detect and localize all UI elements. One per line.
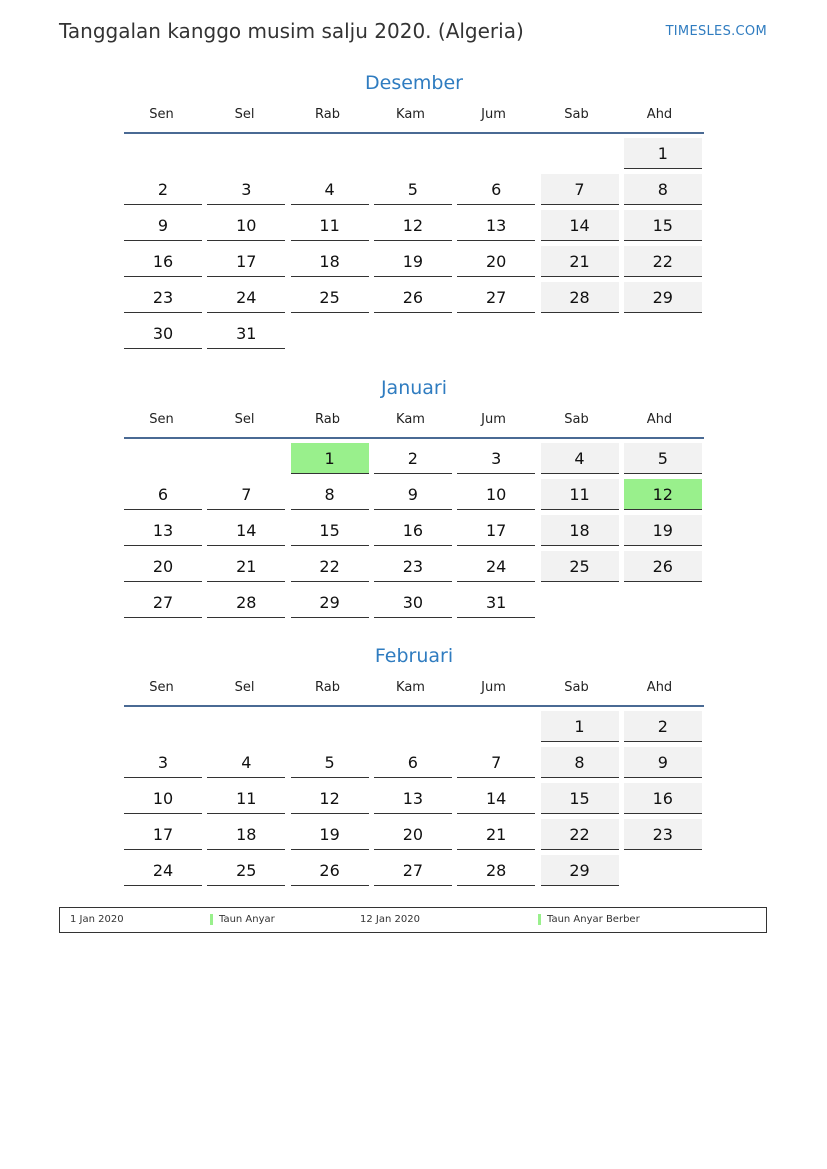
day-grid	[124, 443, 704, 623]
weekday-label: Sab	[564, 412, 589, 427]
day-cell: 3	[207, 174, 285, 205]
day-cell: 21	[541, 246, 619, 277]
day-cell: 3	[124, 747, 202, 778]
weekday-label: Sab	[564, 680, 589, 695]
day-cell: 16	[624, 783, 702, 814]
legend-date: 12 Jan 2020	[360, 914, 420, 925]
day-cell: 19	[291, 819, 369, 850]
day-cell: 7	[207, 479, 285, 510]
day-cell: 24	[207, 282, 285, 313]
day-grid	[124, 138, 704, 354]
month-name: Desember	[365, 72, 463, 94]
day-cell: 10	[124, 783, 202, 814]
day-cell: 1	[624, 138, 702, 169]
day-cell: 12	[624, 479, 702, 510]
day-cell: 9	[374, 479, 452, 510]
day-cell: 23	[624, 819, 702, 850]
day-cell: 21	[207, 551, 285, 582]
day-cell: 8	[624, 174, 702, 205]
day-cell: 19	[374, 246, 452, 277]
month-december	[124, 68, 704, 354]
day-cell: 12	[291, 783, 369, 814]
day-cell: 6	[374, 747, 452, 778]
day-cell: 27	[457, 282, 535, 313]
weekday-label: Kam	[396, 412, 425, 427]
day-cell: 21	[457, 819, 535, 850]
day-cell: 7	[541, 174, 619, 205]
weekday-label: Jum	[481, 680, 506, 695]
weekday-label: Sel	[234, 107, 255, 122]
weekday-label: Sel	[234, 412, 255, 427]
day-cell: 31	[207, 318, 285, 349]
day-cell: 5	[624, 443, 702, 474]
holiday-legend	[59, 907, 767, 933]
day-cell: 26	[624, 551, 702, 582]
legend-holiday-name: Taun Anyar Berber	[538, 914, 640, 925]
site-link[interactable]: TIMESLES.COM	[665, 24, 767, 39]
day-cell: 15	[624, 210, 702, 241]
day-cell: 14	[207, 515, 285, 546]
weekday-label: Kam	[396, 680, 425, 695]
day-cell: 11	[291, 210, 369, 241]
weekday-header	[124, 677, 704, 707]
weekday-label: Ahd	[646, 680, 673, 695]
day-cell: 30	[374, 587, 452, 618]
legend-holiday-name: Taun Anyar	[210, 914, 275, 925]
day-cell: 8	[291, 479, 369, 510]
day-cell: 5	[291, 747, 369, 778]
weekday-label: Rab	[315, 680, 340, 695]
day-cell: 22	[541, 819, 619, 850]
day-cell: 2	[374, 443, 452, 474]
day-cell: 19	[624, 515, 702, 546]
weekday-header	[124, 409, 704, 439]
day-cell: 8	[541, 747, 619, 778]
day-cell: 11	[541, 479, 619, 510]
day-cell: 14	[541, 210, 619, 241]
day-cell: 26	[291, 855, 369, 886]
weekday-label: Sen	[149, 680, 174, 695]
weekday-label: Rab	[315, 412, 340, 427]
weekday-label: Sel	[234, 680, 255, 695]
day-cell: 28	[207, 587, 285, 618]
day-cell: 2	[624, 711, 702, 742]
day-cell: 2	[124, 174, 202, 205]
day-cell: 28	[541, 282, 619, 313]
day-cell: 6	[457, 174, 535, 205]
day-cell: 18	[541, 515, 619, 546]
weekday-label: Ahd	[646, 412, 673, 427]
day-cell: 9	[124, 210, 202, 241]
day-cell: 1	[541, 711, 619, 742]
day-cell: 17	[207, 246, 285, 277]
day-cell: 25	[291, 282, 369, 313]
weekday-label: Jum	[481, 107, 506, 122]
day-cell: 18	[291, 246, 369, 277]
day-cell: 11	[207, 783, 285, 814]
day-cell: 22	[624, 246, 702, 277]
day-cell: 12	[374, 210, 452, 241]
day-cell: 13	[124, 515, 202, 546]
weekday-label: Sab	[564, 107, 589, 122]
day-cell: 4	[541, 443, 619, 474]
weekday-label: Sen	[149, 412, 174, 427]
day-cell: 31	[457, 587, 535, 618]
day-cell: 13	[374, 783, 452, 814]
weekday-header	[124, 104, 704, 134]
day-cell: 27	[374, 855, 452, 886]
legend-date: 1 Jan 2020	[70, 914, 124, 925]
day-cell: 10	[457, 479, 535, 510]
day-cell: 15	[541, 783, 619, 814]
day-cell: 20	[457, 246, 535, 277]
day-cell: 22	[291, 551, 369, 582]
day-cell: 20	[124, 551, 202, 582]
day-cell: 25	[541, 551, 619, 582]
day-cell: 24	[457, 551, 535, 582]
day-cell: 27	[124, 587, 202, 618]
day-cell: 20	[374, 819, 452, 850]
day-cell: 14	[457, 783, 535, 814]
month-february	[124, 641, 704, 891]
day-cell: 18	[207, 819, 285, 850]
weekday-label: Jum	[481, 412, 506, 427]
day-cell: 15	[291, 515, 369, 546]
day-cell: 29	[541, 855, 619, 886]
day-cell: 17	[457, 515, 535, 546]
day-cell: 29	[624, 282, 702, 313]
weekday-label: Kam	[396, 107, 425, 122]
month-name: Januari	[380, 377, 448, 399]
day-cell: 24	[124, 855, 202, 886]
month-january	[124, 373, 704, 623]
day-cell: 6	[124, 479, 202, 510]
day-cell: 4	[207, 747, 285, 778]
day-grid	[124, 711, 704, 891]
weekday-label: Ahd	[646, 107, 673, 122]
day-cell: 23	[124, 282, 202, 313]
day-cell: 5	[374, 174, 452, 205]
day-cell: 7	[457, 747, 535, 778]
day-cell: 17	[124, 819, 202, 850]
page-title: Tanggalan kanggo musim salju 2020. (Algeria)	[59, 19, 524, 43]
weekday-label: Rab	[315, 107, 340, 122]
day-cell: 25	[207, 855, 285, 886]
day-cell: 1	[291, 443, 369, 474]
day-cell: 28	[457, 855, 535, 886]
day-cell: 16	[124, 246, 202, 277]
day-cell: 26	[374, 282, 452, 313]
day-cell: 4	[291, 174, 369, 205]
day-cell: 3	[457, 443, 535, 474]
day-cell: 9	[624, 747, 702, 778]
weekday-label: Sen	[149, 107, 174, 122]
day-cell: 16	[374, 515, 452, 546]
day-cell: 10	[207, 210, 285, 241]
day-cell: 23	[374, 551, 452, 582]
day-cell: 29	[291, 587, 369, 618]
month-name: Februari	[374, 645, 454, 667]
day-cell: 30	[124, 318, 202, 349]
day-cell: 13	[457, 210, 535, 241]
